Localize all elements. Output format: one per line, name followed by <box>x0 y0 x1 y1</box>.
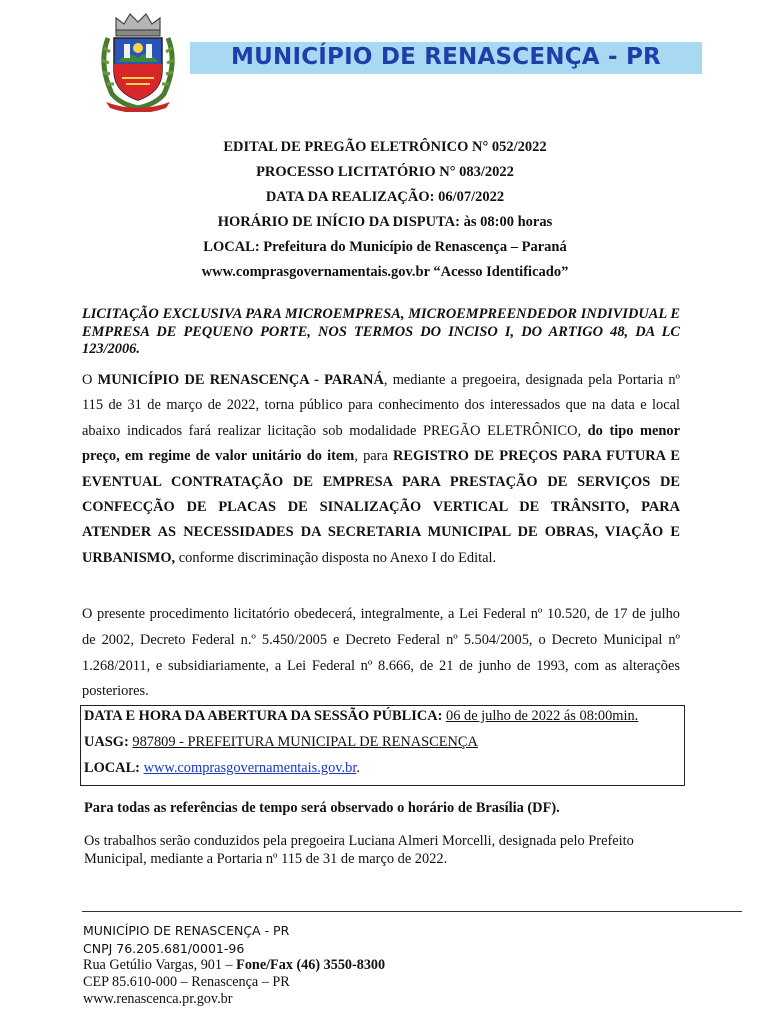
session-location-row <box>84 760 360 777</box>
session-datetime-row <box>84 708 638 725</box>
municipal-coat-of-arms <box>94 8 182 112</box>
period: . <box>356 760 360 776</box>
session-datetime-label: DATA E HORA DA ABERTURA DA SESSÃO PÚBLICA: <box>84 708 443 724</box>
footer-municipality-name: MUNICÍPIO DE RENASCENÇA - PR <box>83 923 290 938</box>
price-type: do tipo menor preço, em regime de valor unitário do item <box>82 422 680 465</box>
footer-divider <box>82 911 742 912</box>
uasg-row <box>84 734 478 751</box>
legal-basis-paragraph: O presente procedimento licitatório obedecerá, integralmente, a Lei Federal nº 10.520, de 17 de julho de 2002, Decreto Federal n.º 5.450/2005 e Decreto Federal nº 5.504/2005, o Decreto Municipal nº 1.268/2011, e subsidiariamente, a Lei Federal nº 8.666, de 21 de junho de 1993, com as alterações posteriores. <box>82 606 680 700</box>
intro-text: conforme discriminação disposta no Anexo I do Edital. <box>175 549 497 566</box>
session-datetime-value: 06 de julho de 2022 ás 08:00min. <box>446 708 639 724</box>
edital-number-line: EDITAL DE PREGÃO ELETRÔNICO N° 052/2022 <box>223 139 547 155</box>
dispute-start-time-line: HORÁRIO DE INÍCIO DA DISPUTA: às 08:00 horas <box>217 214 553 230</box>
intro-text: , para <box>354 448 393 465</box>
compras-governamentais-link[interactable]: www.comprasgovernamentais.gov.br <box>143 760 357 776</box>
brasilia-time-note: Para todas as referências de tempo será observado o horário de Brasília (DF). <box>84 800 560 816</box>
intro-paragraph <box>82 368 680 571</box>
realization-date-line: DATA DA REALIZAÇÃO: 06/07/2022 <box>265 189 505 205</box>
municipality-name: MUNICÍPIO DE RENASCENÇA - PARANÁ <box>97 372 384 388</box>
footer-cep: CEP 85.610-000 – Renascença – PR <box>83 974 290 990</box>
session-location-label: LOCAL: <box>84 760 140 776</box>
location-line: LOCAL: Prefeitura do Município de Renascença – Paraná <box>203 239 567 255</box>
pregoeira-paragraph: Os trabalhos serão conduzidos pela pregoeira Luciana Almeri Morcelli, designada pelo Prefeito Municipal, mediante a Portaria nº 115 de 31 de março de 2022. <box>84 833 634 867</box>
uasg-label: UASG: <box>84 734 129 750</box>
intro-text: , mediante a pregoeira, designada pela Portaria nº 115 de 31 de março de 2022, torna público para conhecimento dos interessados que na data e local abaixo indicados fará realizar licitação sob modalidade PREGÃO ELETRÔNICO, <box>82 372 680 439</box>
footer-phone: Fone/Fax (46) 3550-8300 <box>236 957 386 973</box>
header-municipality-title: MUNICÍPIO DE RENASCENÇA - PR <box>231 44 661 70</box>
website-line: www.comprasgovernamentais.gov.br “Acesso Identificado” <box>201 264 569 280</box>
process-number-line: PROCESSO LICITATÓRIO N° 083/2022 <box>256 164 514 180</box>
footer-cnpj: CNPJ 76.205.681/0001-96 <box>83 941 245 956</box>
exclusive-bid-notice: LICITAÇÃO EXCLUSIVA PARA MICROEMPRESA, MICROEMPREENDEDOR INDIVIDUAL E EMPRESA DE PEQUENO PORTE, NOS TERMOS DO INCISO I, DO ARTIGO 48, DA LC 123/2006. <box>82 306 680 357</box>
bid-object: REGISTRO DE PREÇOS PARA FUTURA E EVENTUAL CONTRATAÇÃO DE EMPRESA PARA PRESTAÇÃO DE SERVIÇOS DE CONFECÇÃO DE PLACAS DE SINALIZAÇÃO VERTICAL DE TRÂNSITO, PARA ATENDER AS NECESSIDADES DA SECRETARIA MUNICIPAL DE OBRAS, VIAÇÃO E URBANISMO, <box>82 448 680 566</box>
footer-website[interactable]: www.renascenca.pr.gov.br <box>83 991 233 1007</box>
intro-text: O <box>82 372 98 388</box>
footer-address-row <box>83 957 385 974</box>
uasg-value: 987809 - PREFEITURA MUNICIPAL DE RENASCENÇA <box>132 734 478 750</box>
footer-address: Rua Getúlio Vargas, 901 – <box>83 957 237 973</box>
